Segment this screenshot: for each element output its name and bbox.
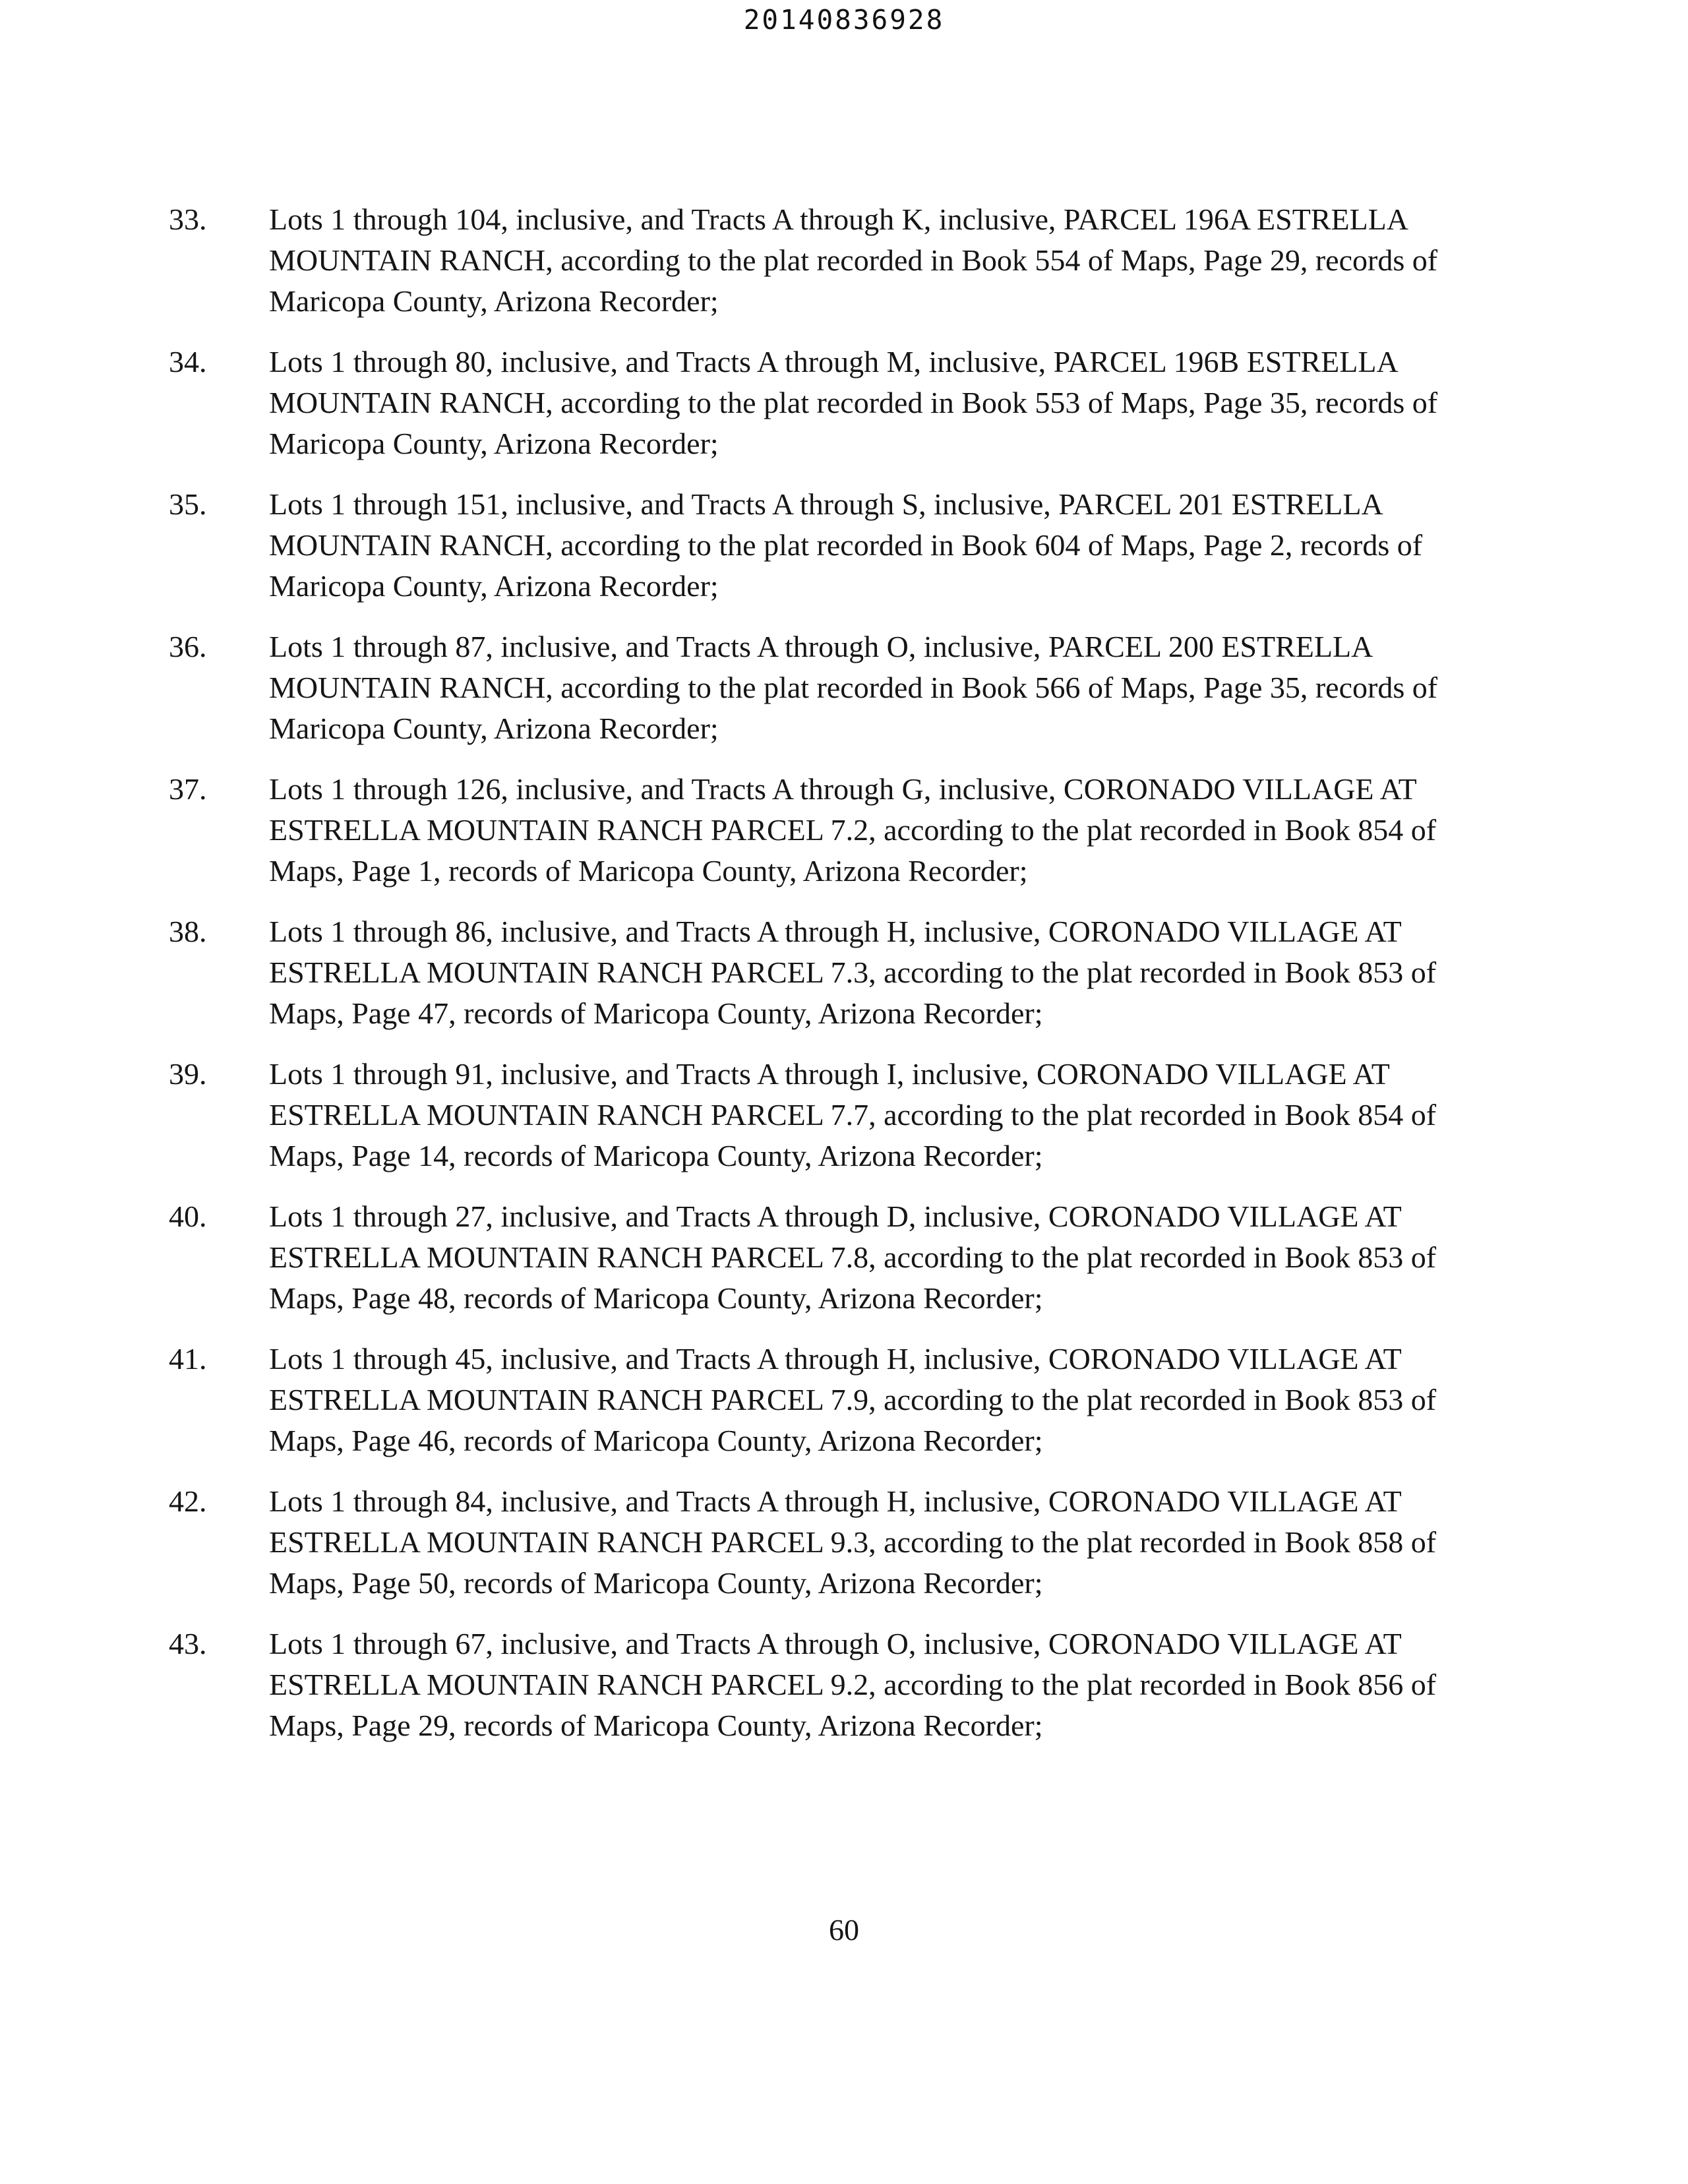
item-number: 40. — [169, 1199, 207, 1233]
item-text: Lots 1 through 126, inclusive, and Tracts A through G, inclusive, CORONADO VILLAGE AT ESTRELLA MOUNTAIN RANCH PARCEL 7.2, according to the plat recorded in Book 854 of Maps, Page 1, records of Maricopa County, Arizona Recorder; — [269, 772, 1437, 888]
item-number: 37. — [169, 772, 207, 806]
item-number: 33. — [169, 202, 207, 236]
list-item — [169, 1054, 1461, 1176]
item-text: Lots 1 through 104, inclusive, and Tracts A through K, inclusive, PARCEL 196A ESTRELLA MOUNTAIN RANCH, according to the plat recorded in Book 554 of Maps, Page 29, records of Maricopa County, Arizona Recorder; — [269, 202, 1438, 318]
list-item — [169, 484, 1461, 607]
item-number: 38. — [169, 915, 207, 948]
item-number: 34. — [169, 345, 207, 379]
item-number: 39. — [169, 1057, 207, 1091]
list-item — [169, 1339, 1461, 1461]
item-text: Lots 1 through 45, inclusive, and Tracts A through H, inclusive, CORONADO VILLAGE AT ESTRELLA MOUNTAIN RANCH PARCEL 7.9, according to the plat recorded in Book 853 of Maps, Page 46, records of Maricopa County, Arizona Recorder; — [269, 1342, 1437, 1457]
list-item — [169, 769, 1461, 892]
list-item — [169, 1623, 1461, 1746]
recording-number: 20140836928 — [743, 4, 945, 36]
item-text: Lots 1 through 151, inclusive, and Tracts A through S, inclusive, PARCEL 201 ESTRELLA MOUNTAIN RANCH, according to the plat recorded in Book 604 of Maps, Page 2, records of Maricopa County, Arizona Recorder; — [269, 487, 1423, 603]
list-item — [169, 626, 1461, 749]
item-text: Lots 1 through 84, inclusive, and Tracts A through H, inclusive, CORONADO VILLAGE AT ESTRELLA MOUNTAIN RANCH PARCEL 9.3, according to the plat recorded in Book 858 of Maps, Page 50, records of Maricopa County, Arizona Recorder; — [269, 1484, 1437, 1600]
list-item — [169, 1196, 1461, 1319]
list-item — [169, 342, 1461, 464]
list-item — [169, 199, 1461, 322]
item-number: 42. — [169, 1484, 207, 1518]
item-text: Lots 1 through 80, inclusive, and Tracts A through M, inclusive, PARCEL 196B ESTRELLA MOUNTAIN RANCH, according to the plat recorded in Book 553 of Maps, Page 35, records of Maricopa County, Arizona Recorder; — [269, 345, 1438, 460]
list-item — [169, 1481, 1461, 1604]
item-text: Lots 1 through 87, inclusive, and Tracts A through O, inclusive, PARCEL 200 ESTRELLA MOUNTAIN RANCH, according to the plat recorded in Book 566 of Maps, Page 35, records of Maricopa County, Arizona Recorder; — [269, 630, 1438, 745]
item-text: Lots 1 through 67, inclusive, and Tracts A through O, inclusive, CORONADO VILLAGE AT ESTRELLA MOUNTAIN RANCH PARCEL 9.2, according to the plat recorded in Book 856 of Maps, Page 29, records of Maricopa County, Arizona Recorder; — [269, 1627, 1437, 1742]
item-text: Lots 1 through 91, inclusive, and Tracts A through I, inclusive, CORONADO VILLAGE AT ESTRELLA MOUNTAIN RANCH PARCEL 7.7, according to the plat recorded in Book 854 of Maps, Page 14, records of Maricopa County, Arizona Recorder; — [269, 1057, 1437, 1172]
item-number: 41. — [169, 1342, 207, 1376]
list-item — [169, 911, 1461, 1034]
item-number: 43. — [169, 1627, 207, 1660]
item-text: Lots 1 through 86, inclusive, and Tracts A through H, inclusive, CORONADO VILLAGE AT ESTRELLA MOUNTAIN RANCH PARCEL 7.3, according to the plat recorded in Book 853 of Maps, Page 47, records of Maricopa County, Arizona Recorder; — [269, 915, 1437, 1030]
page-number: 60 — [829, 1913, 859, 1947]
item-text: Lots 1 through 27, inclusive, and Tracts A through D, inclusive, CORONADO VILLAGE AT ESTRELLA MOUNTAIN RANCH PARCEL 7.8, according to the plat recorded in Book 853 of Maps, Page 48, records of Maricopa County, Arizona Recorder; — [269, 1199, 1437, 1315]
item-number: 36. — [169, 630, 207, 663]
item-number: 35. — [169, 487, 207, 521]
legal-description-list — [169, 199, 1461, 1766]
